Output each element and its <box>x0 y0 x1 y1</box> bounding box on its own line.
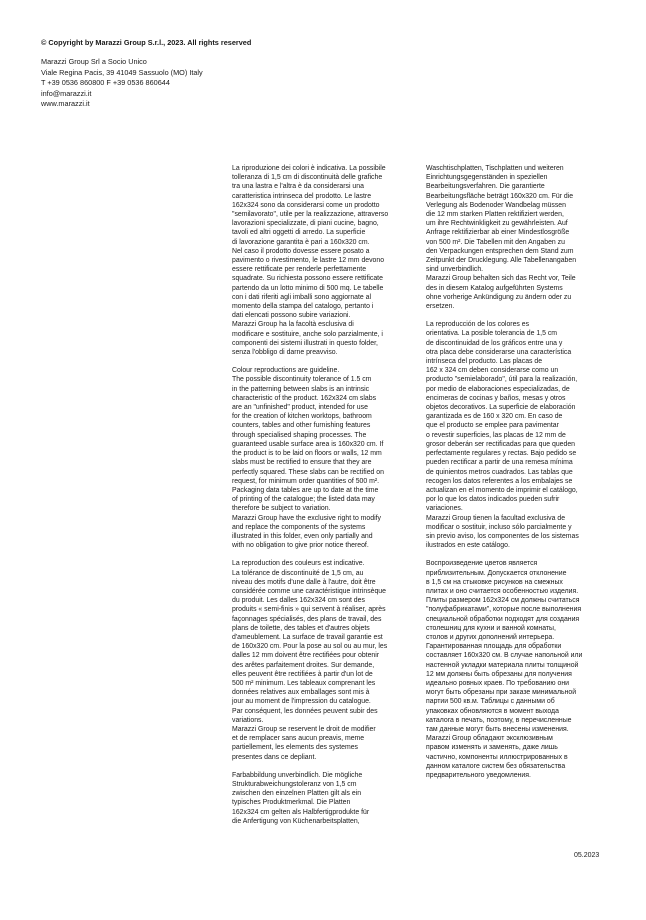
publication-date: 05.2023 <box>574 852 600 859</box>
disclaimer-spanish: La reproducción de los colores es orientativa. La posible tolerancia de 1,5 cm de discontinuidad de los gráficos entre una y otra placa debe considerarse una característica intrínseca del producto. Las placas de 162 x 324 cm deben considerarse como un producto "semielaborado", útil para la realización, por medio de elaboraciones especializadas, de encimeras de cocinas y baños, mesas y otros objetos decorativos. La superficie de elaboración garantizada es de 160 x 320 cm. En caso de que el producto se emplee para pavimentar o revestir superficies, las placas de 12 mm de grosor deberán ser rectificadas para que queden perfectamente regulares y rectas. Bajo pedido se pueden rectificar a partir de una remesa mínima de quinientos metros cuadrados. Las tablas que recogen los datos referentes a los embalajes se actualizan en el momento de imprimir el catálogo, por lo que los datos indicados pueden sufrir variaciones. Marazzi Group tienen la facultad exclusiva de modificar o sostituir, incluso sólo parcialmente y sin previo aviso, los componentes de los sistemas ilustrados en este catálogo. <box>426 321 579 550</box>
disclaimer-russian: Воспроизведение цветов является приблизительным. Допускается отклонение в 1,5 см на стыковке рисунков на смежных плитах и оно считается особенностью изделия. Плиты размером 162x324 см должны считаться "полуфабрикатами", которые после выполнения специальной обработки подходят для создания столешниц для кухни и ванной комнаты, столов и других дополнений интерьера. Гарантированная площадь для обработки составляет 160x320 см. В случае напольной или настенной укладки материала плиты толщиной 12 мм должны быть обрезаны для получения идеально ровных краев. По требованию они могут быть обрезаны при заказе минимальной партии 500 кв.м. Таблицы с данными об упаковках обновляются в момент выхода каталога в печать, поэтому, в перечисленные там данные могут быть внесены изменения. Marazzi Group обладают эксклюзивным правом изменять и заменять, даже лишь частично, компоненты иллюстрированных в данном каталоге систем без обязательства предварительного уведомления. <box>426 560 583 779</box>
disclaimer-french: La reproduction des couleurs est indicative. La tolérance de discontinuité de 1,5 cm, au niveau des motifs d'une dalle à l'autre, doit être considérée comme une caractéristique intrinsèque du produit. Les dalles 162x324 cm sont des produits « semi-finis » qui servent à réaliser, après façonnages spécialisés, des plans de travail, des plans de toilette, des tables et d'autres objets d'ameublement. La surface de travail garantie est de 160x320 cm. Pour la pose au sol ou au mur, les dalles 12 mm doivent être rectifiées pour obtenir des arêtes parfaitement droites. Sur demande, elles peuvent être rectifiées à partir d'un lot de 500 m² minimum. Les tableaux comprenant les données relatives aux emballages sont mis à jour au moment de l'impression du catalogue. Par conséquent, les données peuvent subir des variations. Marazzi Group se reservent le droit de modifier et de remplacer sans aucun preavis, meme partiellement, les elements des systemes presentes dans ce depliant. <box>232 560 388 761</box>
company-phone: T +39 0536 860800 F +39 0536 860644 <box>41 78 170 88</box>
company-email: info@marazzi.it <box>41 88 92 98</box>
company-address: Viale Regina Pacis, 39 41049 Sassuolo (MO) Italy <box>41 67 203 77</box>
copyright-notice: © Copyright by Marazzi Group S.r.l., 2023. All rights reserved <box>41 38 252 47</box>
disclaimer-english: Colour reproductions are guideline. The possible discontinuity tolerance of 1.5 cm in the patterning between slabs is an intrinsic characteristic of the product. 162x324 cm slabs are an "unfinished" product, intended for use for the creation of kitchen worktops, bathroom counters, tables and other furnishing features through specialised shaping processes. The guaranteed usable surface area is 160x320 cm. If the product is to be laid on floors or walls, 12 mm slabs must be rectified to ensure that they are perfectly squared. These slabs can be rectified on request, for minimum order quantities of 500 m². Packaging data tables are up to date at the time of printing of the catalogue; the listed data may therefore be subject to variation. Marazzi Group have the exclusive right to modify and replace the components of the systems illustrated in this folder, even only partially and with no obligation to give prior notice thereof. <box>232 367 384 550</box>
company-header <box>41 38 461 109</box>
right-text-column <box>426 164 610 789</box>
company-name: Marazzi Group Srl a Socio Unico <box>41 57 147 67</box>
left-text-column <box>232 164 412 835</box>
company-website: www.marazzi.it <box>41 99 90 109</box>
disclaimer-german-start: Farbabbildung unverbindlich. Die mögliche Strukturabweichungstoleranz von 1,5 cm zwischen den einzelnen Platten gilt als ein typisches Produktmerkmal. Die Platten 162x324 cm gelten als Halbfertigprodukte für die Anfertigung von Küchenarbeitsplatten, <box>232 771 370 825</box>
disclaimer-italian: La riproduzione dei colori è indicativa. La possibile tolleranza di 1,5 cm di discontinuità delle grafiche tra una lastra e l'altra è da considerarsi una caratteristica intrinseca del prodotto. Le lastre 162x324 sono da considerarsi come un prodotto "semilavorato", utile per la realizzazione, attraverso lavorazioni specializzate, di piani cucine, bagno, tavoli ed altri oggetti di arredo. La superficie di lavorazione garantita è pari a 160x320 cm. Nel caso il prodotto dovesse essere posato a pavimento o rivestimento, le lastre 12 mm devono essere rettificate per renderle perfettamente squadrate. Su richiesta possono essere rettificate partendo da un lotto minimo di 500 mq. Le tabelle con i dati riferiti agli imballi sono aggiornate al momento della stampa del catalogo, pertanto i dati elencati possono subire variazioni. Marazzi Group ha la facoltà esclusiva di modificare e sostituire, anche solo parzialmente, i componenti dei sistemi illustrati in questo folder, senza l'obbligo di darne preavviso. <box>232 165 389 357</box>
disclaimer-german-end: Waschtischplatten, Tischplatten und weiteren Einrichtungsgegenständen in speziellen Bearbeitungsverfahren. Die garantierte Bearbeitungsfläche beträgt 160x320 cm. Für die Verlegung als Bodenoder Wandbelag müssen die 12 mm starken Platten rektifiziert werden, um ihre Rechtwinkligkeit zu gewährleisten. Auf Anfrage rektifizierbar ab einer Mindestlosgröße von 500 m². Die Tabellen mit den Angaben zu den Verpackungen entsprechen dem Stand zum Zeitpunkt der Drucklegung. Alle Tabellenangaben sind unverbindlich. Marazzi Group behalten sich das Recht vor, Teile des in diesem Katalog aufgeführten Systems ohne vorherige Ankündigung zu ändern oder zu ersetzen. <box>426 165 577 311</box>
